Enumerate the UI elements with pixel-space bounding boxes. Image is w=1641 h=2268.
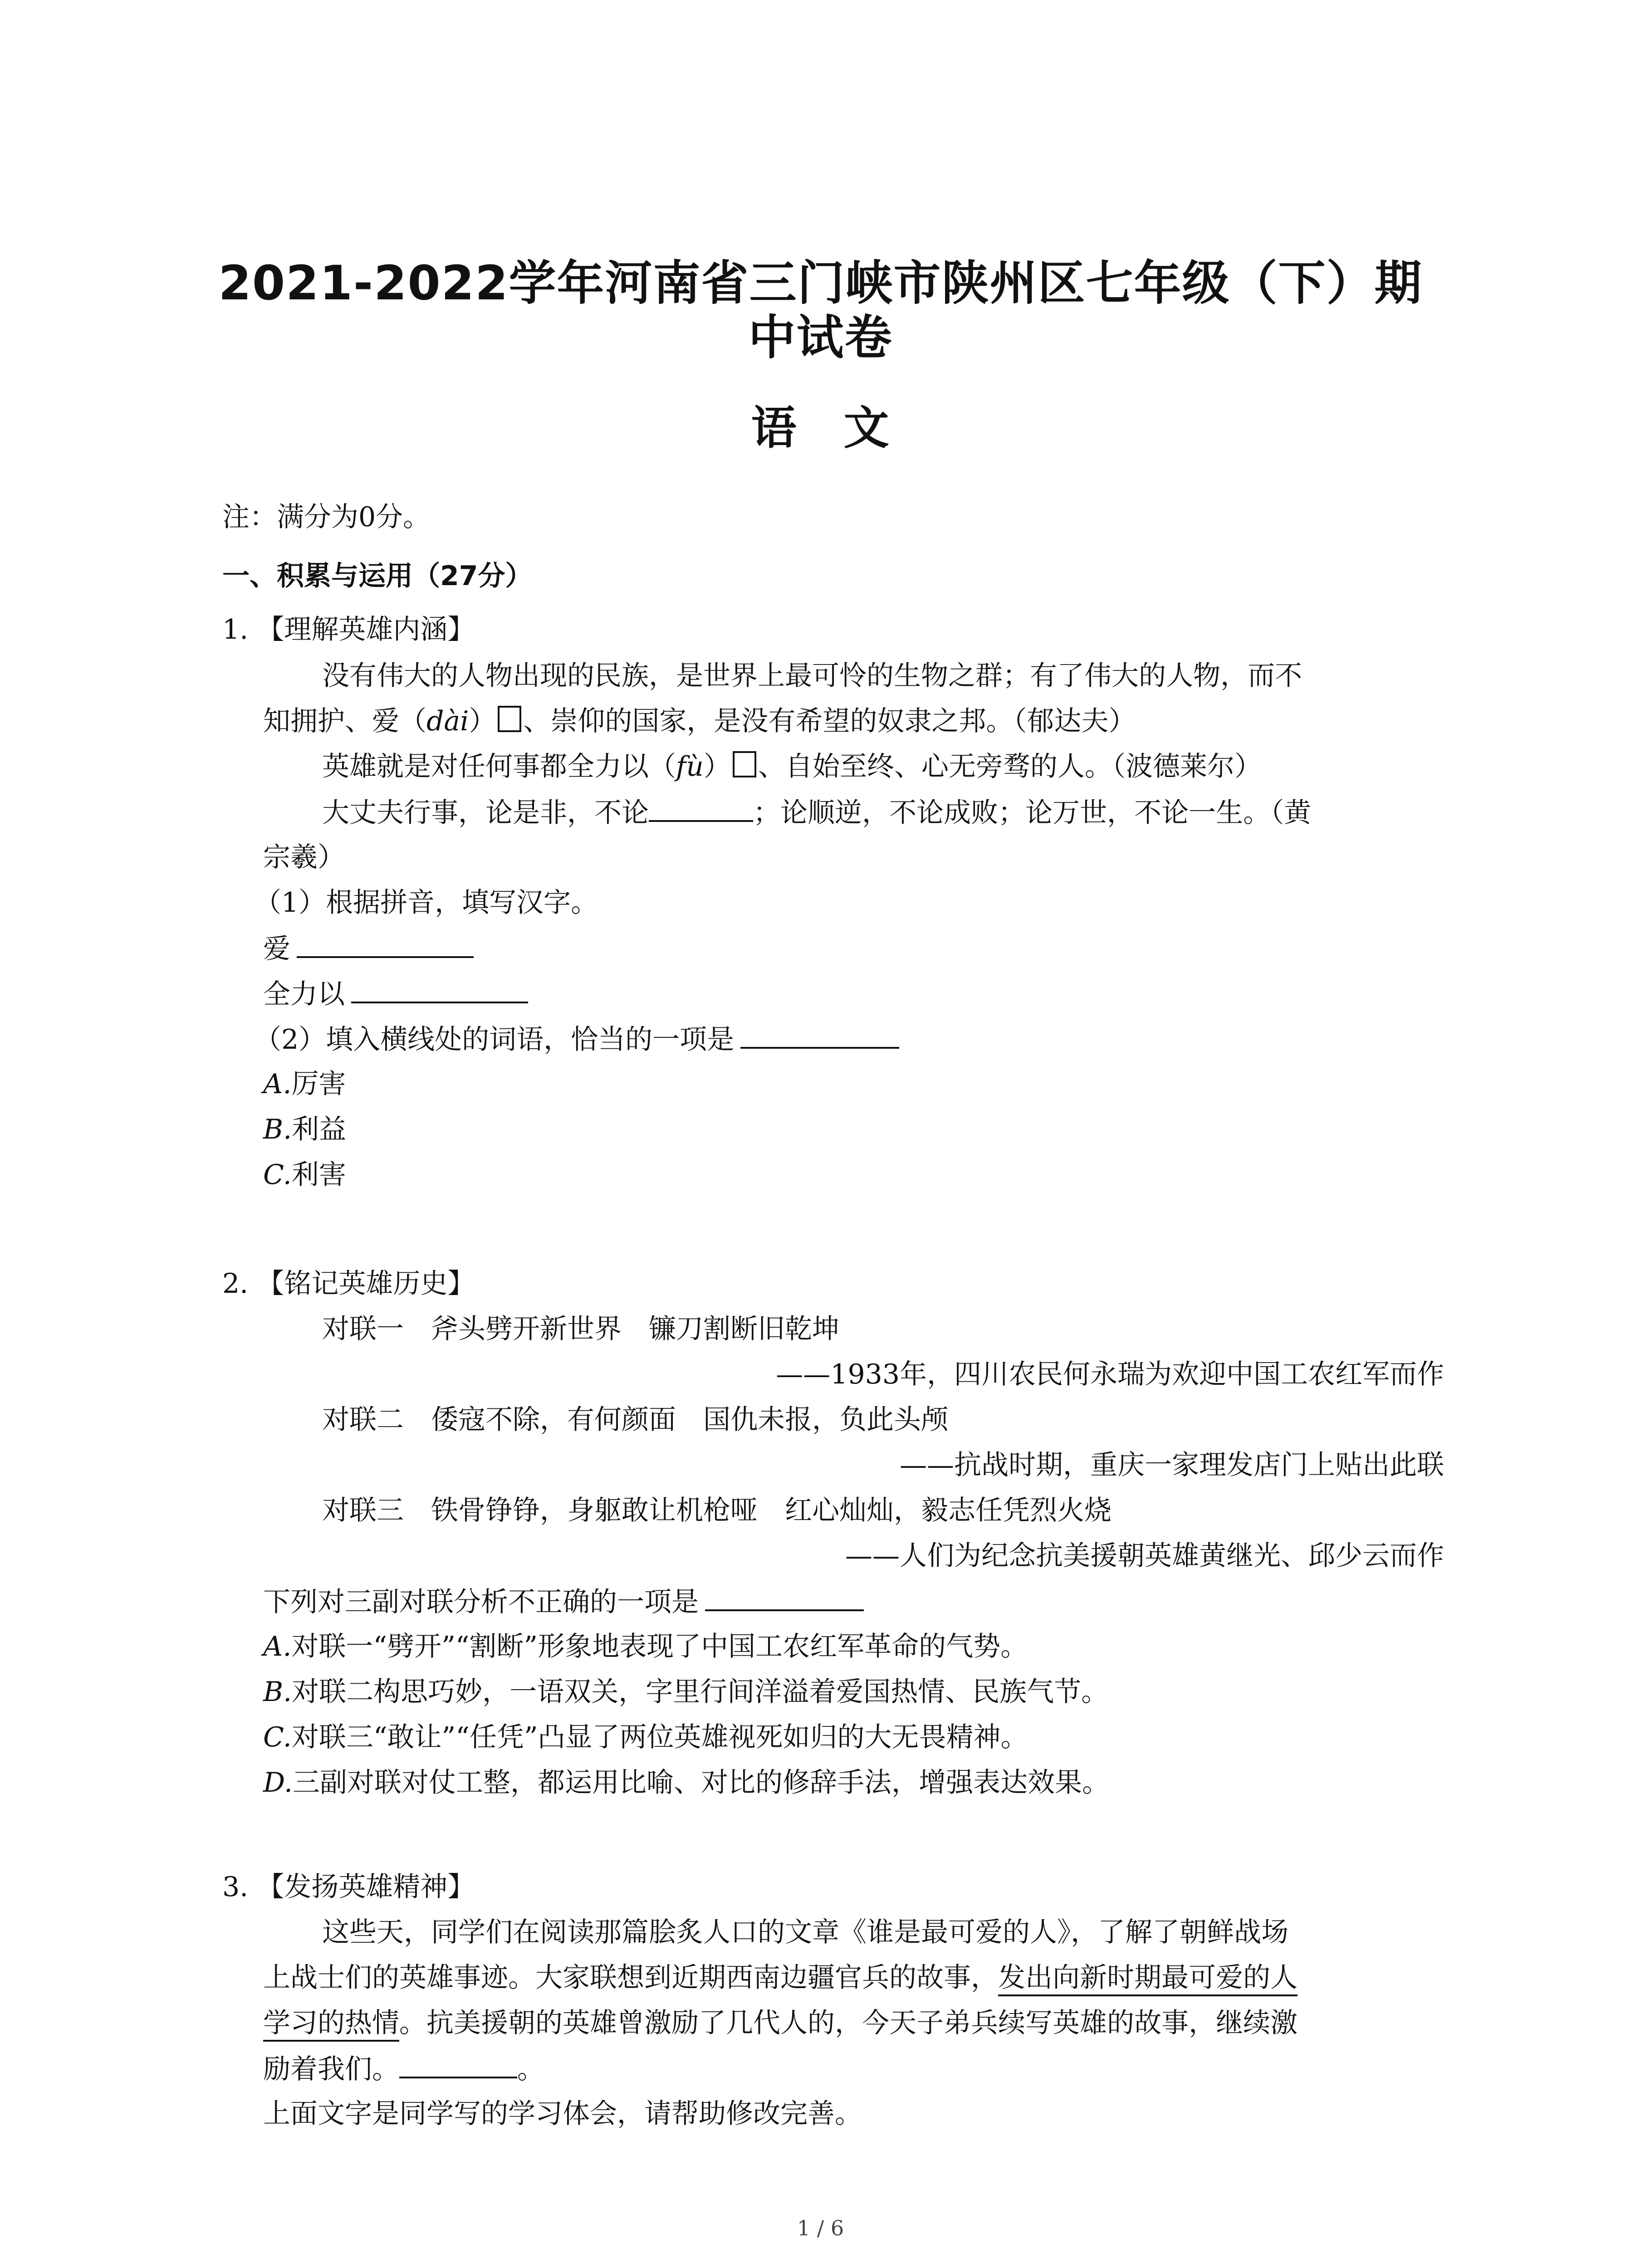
q1-text: （2）填入横线处的词语，恰当的一项是: [254, 1024, 735, 1056]
option-text: 对联二构思巧妙，一语双关，字里行间洋溢着爱国热情、民族气节。: [292, 1676, 1109, 1708]
question-1-heading: 1. 【理解英雄内涵】: [222, 614, 475, 645]
underlined-phrase: 学习的热情: [263, 2007, 399, 2042]
q1-text: ；论顺逆，不论成败；论万世，不论一生。（黄: [753, 797, 1311, 829]
q1-text: 爱: [263, 933, 290, 965]
q3-text: 。: [517, 2053, 544, 2085]
pinyin-dai: dài: [426, 705, 469, 737]
option-text: 利益: [292, 1114, 347, 1145]
couplet-2: 对联二 倭寇不除，有何颜面 国仇未报，负此头颅: [322, 1404, 948, 1436]
couplet-1-source: ——1933年，四川农民何永瑞为欢迎中国工农红军而作: [776, 1359, 1444, 1390]
answer-box[interactable]: [498, 706, 521, 732]
q1-sub-question-1: （1）根据拼音，填写汉字。: [254, 887, 598, 919]
score-note: 注：满分为0分。: [222, 501, 431, 533]
q3-line-5: 上面文字是同学写的学习体会，请帮助修改完善。: [263, 2098, 862, 2130]
q1-text: 、自始至终、心无旁骛的人。（波德莱尔）: [758, 751, 1262, 782]
option-letter: C.: [263, 1159, 292, 1191]
q3-text: 上战士们的英雄事迹。大家联想到近期西南边疆官兵的故事，: [263, 1962, 998, 1994]
q1-text: 全力以: [263, 978, 345, 1010]
option-text: 厉害: [291, 1068, 346, 1100]
fill-blank[interactable]: [399, 2050, 517, 2078]
q2-option-d[interactable]: [263, 1765, 1109, 1801]
q1-sub-question-2: [254, 1021, 899, 1058]
q2-question: [263, 1583, 864, 1620]
q2-text: 下列对三副对联分析不正确的一项是: [263, 1586, 699, 1618]
q1-paragraph-3-line-2: 宗羲）: [263, 841, 345, 873]
q1-option-b[interactable]: [263, 1111, 346, 1148]
fill-blank[interactable]: [649, 794, 753, 822]
q3-text: 励着我们。: [263, 2053, 399, 2085]
exam-title-line1: 2021-2022学年河南省三门峡市陕州区七年级（下）期: [218, 255, 1423, 311]
answer-box[interactable]: [733, 751, 756, 777]
q1-text: 英雄就是对任何事都全力以（: [322, 751, 676, 782]
q1-text: 大丈夫行事，论是非，不论: [322, 797, 649, 829]
q3-line-1: 这些天，同学们在阅读那篇脍炙人口的文章《谁是最可爱的人》，了解了朝鲜战场: [322, 1916, 1288, 1948]
q1-text: 、崇仰的国家，是没有希望的奴隶之邦。（郁达夫）: [523, 705, 1136, 737]
q1-sub1-item-2: [263, 975, 528, 1012]
q3-line-4: [263, 2050, 544, 2087]
q2-option-c[interactable]: [263, 1719, 1028, 1755]
option-text: 利害: [291, 1159, 346, 1191]
q1-paragraph-1-line-2: [263, 703, 1136, 739]
couplet-3-source: ——人们为纪念抗美援朝英雄黄继光、邱少云而作: [845, 1540, 1444, 1572]
couplet-1: 对联一 斧头劈开新世界 镰刀割断旧乾坤: [322, 1313, 839, 1345]
option-text: 三副对联对仗工整，都运用比喻、对比的修辞手法，增强表达效果。: [293, 1767, 1110, 1799]
page-number: 1 / 6: [797, 2216, 844, 2240]
option-letter: B.: [263, 1676, 292, 1708]
answer-blank[interactable]: [740, 1021, 899, 1049]
option-letter: B.: [263, 1114, 292, 1145]
option-text: 对联三“敢让”“任凭”凸显了两位英雄视死如归的大无畏精神。: [291, 1721, 1028, 1753]
q3-line-2: [263, 1960, 1298, 1996]
couplet-3: 对联三 铁骨铮铮，身躯敢让机枪哑 红心灿灿，毅志任凭烈火烧: [322, 1495, 1112, 1526]
q1-option-a[interactable]: [263, 1066, 346, 1102]
q2-option-b[interactable]: [263, 1674, 1108, 1710]
q1-text: 知拥护、爱（: [263, 705, 426, 737]
exam-title-line2: 中试卷: [748, 310, 893, 365]
answer-blank[interactable]: [705, 1583, 864, 1611]
q3-text: 。抗美援朝的英雄曾激励了几代人的，今天子弟兵续写英雄的故事，继续激: [399, 2007, 1298, 2039]
answer-blank[interactable]: [351, 975, 528, 1003]
option-text: 对联一“劈开”“割断”形象地表现了中国工农红军革命的气势。: [291, 1631, 1028, 1662]
subject-title: 语 文: [751, 401, 890, 455]
option-letter: A.: [263, 1068, 292, 1100]
q1-option-c[interactable]: [263, 1157, 346, 1193]
option-letter: D.: [263, 1767, 293, 1799]
option-letter: C.: [263, 1721, 292, 1753]
q1-paragraph-1-line-1: 没有伟大的人物出现的民族，是世界上最可怜的生物之群；有了伟大的人物，而不: [322, 660, 1302, 692]
question-2-heading: 2. 【铭记英雄历史】: [222, 1268, 475, 1300]
couplet-2-source: ——抗战时期，重庆一家理发店门上贴出此联: [900, 1449, 1444, 1481]
q3-line-3: [263, 2005, 1298, 2041]
q1-text: ）: [469, 705, 496, 737]
q1-paragraph-2: [322, 748, 1262, 785]
q1-paragraph-3-line-1: [322, 794, 1311, 831]
option-letter: A.: [263, 1631, 292, 1662]
underlined-phrase: 发出向新时期最可爱的人: [998, 1962, 1298, 1996]
q1-text: ）: [703, 751, 731, 782]
question-3-heading: 3. 【发扬英雄精神】: [222, 1871, 475, 1903]
answer-blank[interactable]: [297, 930, 474, 958]
q2-option-a[interactable]: [263, 1628, 1028, 1665]
section-heading: 一、积累与运用（27分）: [222, 560, 533, 592]
pinyin-fu: fù: [676, 751, 704, 782]
q1-sub1-item-1: [263, 930, 474, 967]
